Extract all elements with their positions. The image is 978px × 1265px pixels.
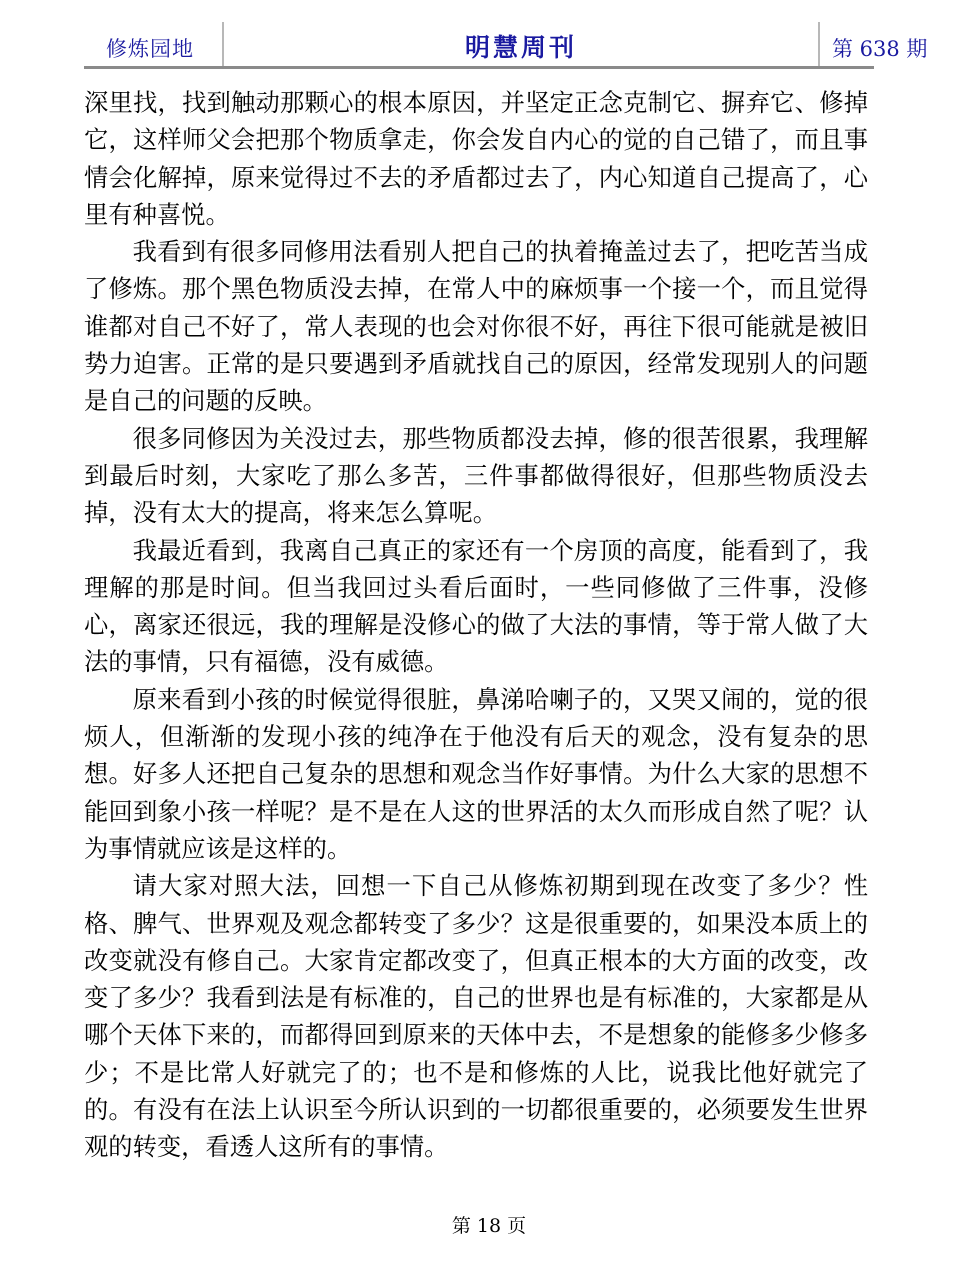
header-divider <box>84 66 874 69</box>
issue-number: 第 638 期 <box>832 37 928 61</box>
page-header <box>84 22 928 70</box>
issue-cell <box>820 22 930 68</box>
paragraph: 我看到有很多同修用法看别人把自己的执着掩盖过去了，把吃苦当成了修炼。那个黑色物质没去掉，在常人中的麻烦事一个接一个，而且觉得谁都对自己不好了，常人表现的也会对你很不好，再往下很可能就是被旧势力迫害。正常的是只要遇到矛盾就找自己的原因，经常发现别人的问题是自己的问题的反映。 <box>84 237 868 416</box>
section-cell <box>84 22 224 68</box>
section-label: 修炼园地 <box>106 37 194 61</box>
publication-title: 明慧周刊 <box>464 33 577 62</box>
article-body <box>84 84 868 1166</box>
paragraph: 原来看到小孩的时候觉得很脏，鼻涕哈喇子的，又哭又闹的，觉的很烦人，但渐渐的发现小孩的纯净在于他没有后天的观念，没有复杂的思想。好多人还把自己复杂的思想和观念当作好事情。为什么大家的思想不能回到象小孩一样呢？是不是在人这的世界活的太久而形成自然了呢？认为事情就应该是这样的。 <box>84 684 868 863</box>
title-cell <box>224 22 820 68</box>
paragraph: 很多同修因为关没过去，那些物质都没去掉，修的很苦很累，我理解到最后时刻，大家吃了那么多苦，三件事都做得很好，但那些物质没去掉，没有太大的提高，将来怎么算呢。 <box>84 423 868 528</box>
paragraph: 我最近看到，我离自己真正的家还有一个房顶的高度，能看到了，我理解的那是时间。但当我回过头看后面时，一些同修做了三件事，没修心，离家还很远，我的理解是没修心的做了大法的事情，等于常人做了大法的事情，只有福德，没有威德。 <box>84 535 868 677</box>
paragraph: 请大家对照大法，回想一下自己从修炼初期到现在改变了多少？性格、脾气、世界观及观念都转变了多少？这是很重要的，如果没本质上的改变就没有修自己。大家肯定都改变了，但真正根本的大方面的改变，改变了多少？我看到法是有标准的，自己的世界也是有标准的，大家都是从哪个天体下来的，而都得回到原来的天体中去，不是想象的能修多少修多少；不是比常人好就完了的；也不是和修炼的人比，说我比他好就完了的。有没有在法上认识至今所认识到的一切都很重要的，必须要发生世界观的转变，看透人这所有的事情。 <box>84 871 868 1162</box>
paragraph-continued: 深里找，找到触动那颗心的根本原因，并坚定正念克制它、摒弃它、修掉它，这样师父会把那个物质拿走，你会发自内心的觉的自己错了，而且事情会化解掉，原来觉得过不去的矛盾都过去了，内心知道自己提高了，心里有种喜悦。 <box>84 88 868 229</box>
page-number: 第 18 页 <box>451 1215 527 1237</box>
